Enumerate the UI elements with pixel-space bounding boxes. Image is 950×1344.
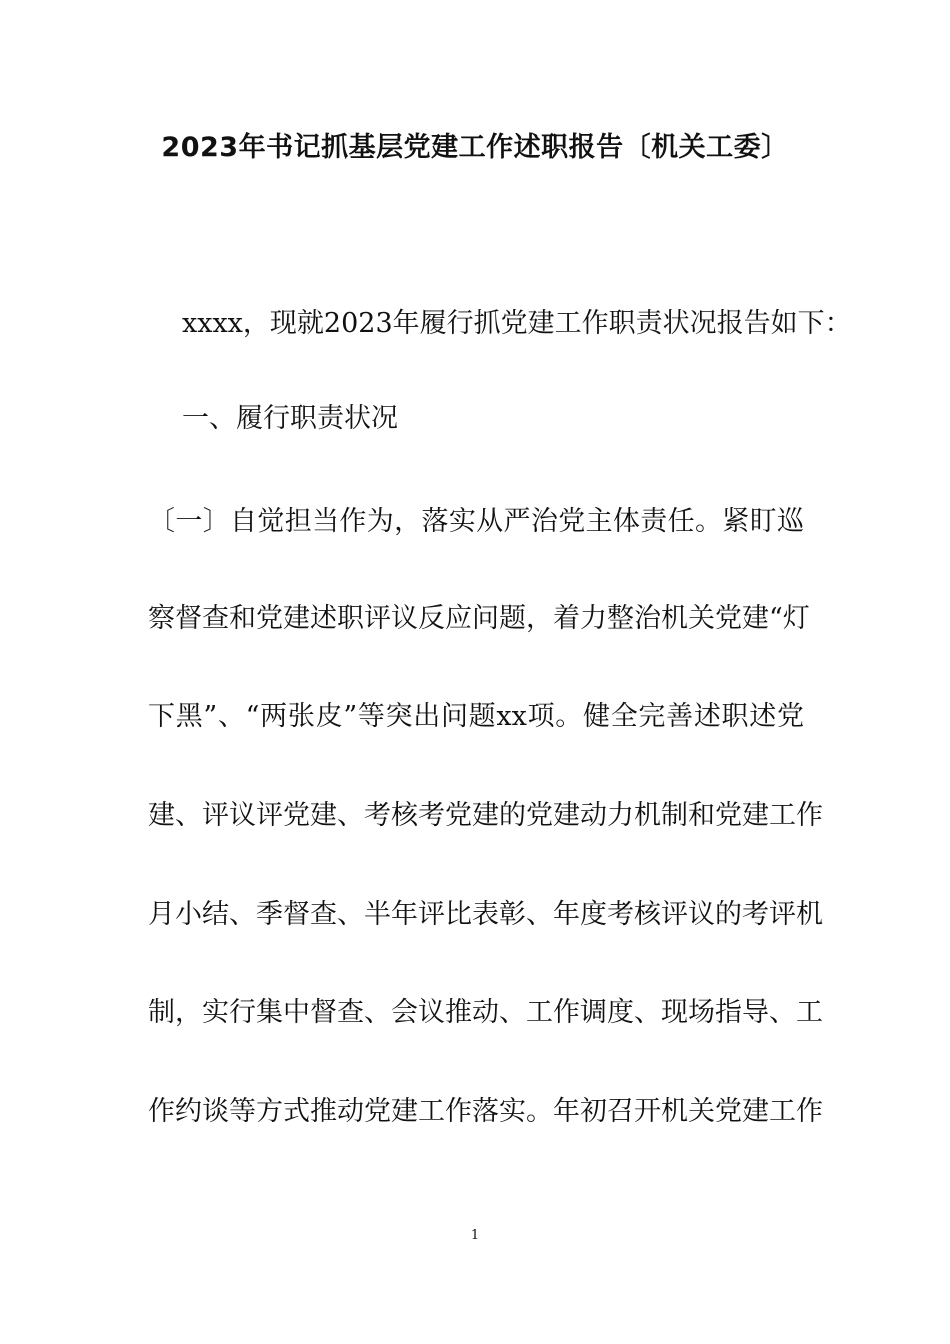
paragraph-line: 作约谈等方式推动党建工作落实。年初召开机关党建工作: [148, 1096, 823, 1127]
paragraph-line: 〔一〕自觉担当作为，落实从严治党主体责任。紧盯巡: [148, 506, 804, 537]
section-heading: 一、履行职责状况: [182, 403, 398, 434]
paragraph-line: 月小结、季督查、半年评比表彰、年度考核评议的考评机: [148, 899, 823, 930]
paragraph-line: 下黑”、“两张皮”等突出问题xx项。健全完善述职述党: [148, 701, 804, 732]
paragraph-line: 制，实行集中督查、会议推动、工作调度、现场指导、工: [148, 997, 823, 1028]
paragraph-line: 察督查和党建述职评议反应问题，着力整治机关党建“灯: [148, 603, 810, 634]
intro-line: xxxx，现就2023年履行抓党建工作职责状况报告如下：: [182, 308, 852, 339]
page-number: 1: [470, 1228, 480, 1243]
document-title: 2023年书记抓基层党建工作述职报告〔机关工委〕: [161, 132, 789, 163]
paragraph-line: 建、评议评党建、考核考党建的党建动力机制和党建工作: [148, 800, 823, 831]
